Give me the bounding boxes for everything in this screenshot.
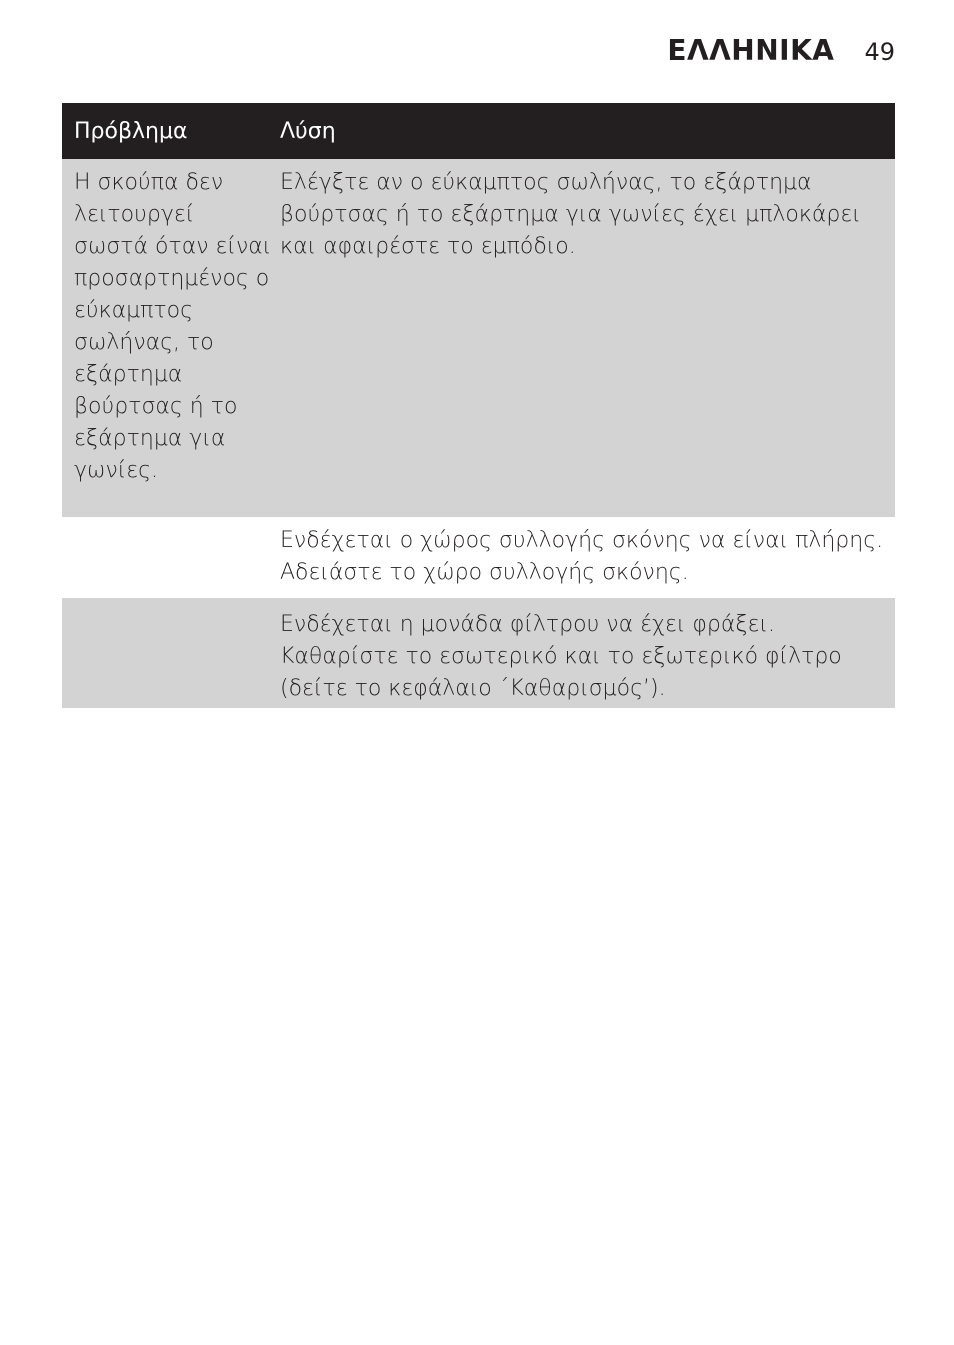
- column-header-problem: Πρόβλημα: [74, 118, 188, 144]
- solution-cell: Ελέγξτε αν ο εύκαμπτος σωλήνας, το εξάρτημα βούρτσας ή το εξάρτημα για γωνίες έχει μπλοκάρει και αφαιρέστε το εμπόδιο.: [280, 170, 861, 259]
- section-title: ΕΛΛΗΝΙΚΑ: [667, 34, 835, 67]
- page-header: [667, 34, 895, 67]
- table-header-row: [62, 103, 895, 159]
- table-row: [62, 517, 895, 598]
- page-number: 49: [864, 38, 895, 66]
- solution-cell: Ενδέχεται η μονάδα φίλτρου να έχει φράξει. Καθαρίστε το εσωτερικό και το εξωτερικό φίλτρο (δείτε το κεφάλαιο ΄Καθαρισμός’).: [280, 612, 842, 701]
- table-row: [62, 598, 895, 708]
- column-header-solution: Λύση: [280, 118, 336, 144]
- solution-cell: Ενδέχεται ο χώρος συλλογής σκόνης να είναι πλήρης. Αδειάστε το χώρο συλλογής σκόνης.: [280, 528, 884, 585]
- table-row: [62, 159, 895, 517]
- problem-cell: Η σκούπα δεν λειτουργεί σωστά όταν είναι προσαρτημένος ο εύκαμπτος σωλήνας, το εξάρτημα βούρτσας ή το εξάρτημα για γωνίες.: [74, 170, 272, 483]
- troubleshooting-table: [62, 103, 895, 708]
